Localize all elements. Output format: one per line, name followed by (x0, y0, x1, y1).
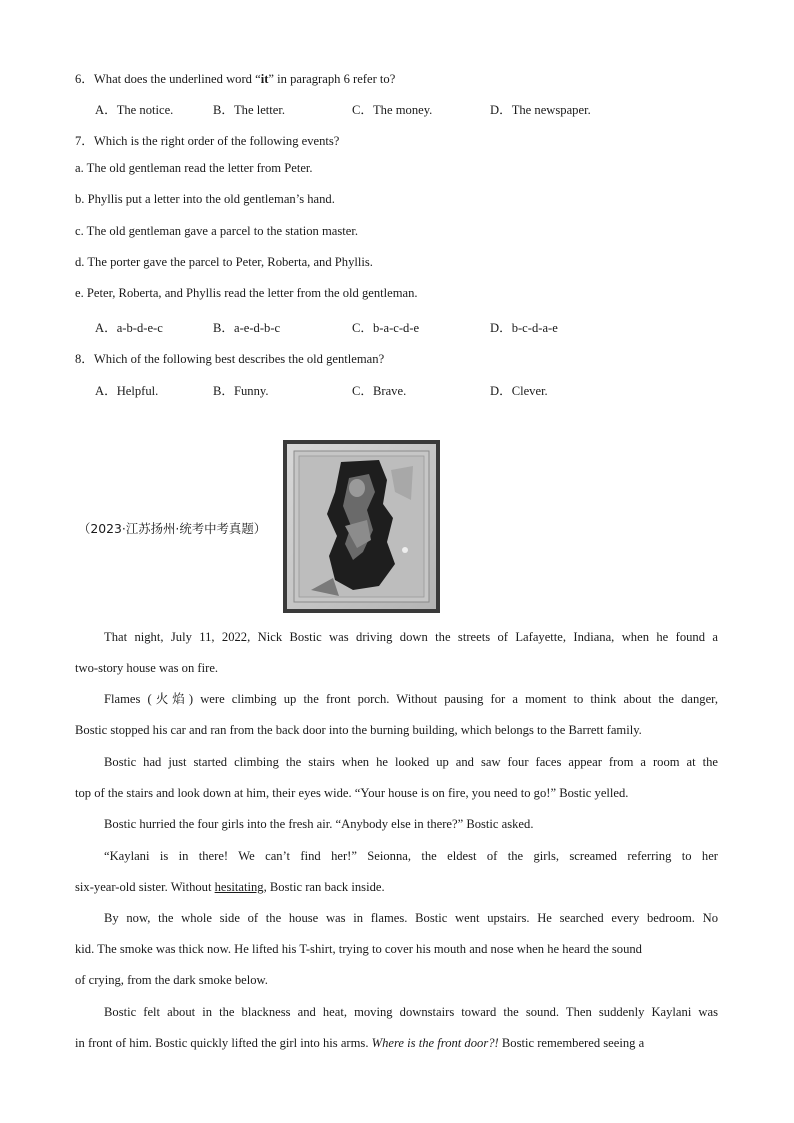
question-7-stem: 7．Which is the right order of the following events? (75, 134, 340, 148)
option-a: A．Helpful. (95, 384, 159, 398)
question-8-stem: 8．Which of the following best describes the old gentleman? (75, 352, 385, 366)
event-e: e. Peter, Roberta, and Phyllis read the letter from the old gentleman. (75, 286, 418, 300)
source-label: （2023·江苏扬州·统考中考真题） (78, 521, 267, 536)
option-b: B．The letter. (213, 103, 286, 117)
option-c: C．b-a-c-d-e (352, 321, 420, 335)
option-b: B．a-e-d-b-c (213, 321, 281, 335)
passage-paragraph-4: Bostic hurried the four girls into the fresh air. “Anybody else in there?” Bostic asked. (104, 817, 534, 831)
underlined-word-it: it (260, 72, 269, 86)
passage-paragraph-7: Bostic felt about in the blackness and heat, moving downstairs toward the sound. Then suddenly Kaylani was in front of him. Bostic quickly lifted the girl into his arms. Where is the front door?! Bostic remembered seeing a (75, 1005, 718, 1050)
option-d: D．b-c-d-a-e (490, 321, 558, 335)
event-a: a. The old gentleman read the letter from Peter. (75, 161, 313, 175)
event-b: b. Phyllis put a letter into the old gentleman’s hand. (75, 192, 335, 206)
question-6-stem: 6．What does the underlined word “it” in paragraph 6 refer to? (75, 72, 396, 86)
option-d: D．The newspaper. (490, 103, 591, 117)
event-c: c. The old gentleman gave a parcel to the station master. (75, 224, 359, 238)
option-c: C．The money. (352, 103, 433, 117)
passage-paragraph-3: Bostic had just started climbing the stairs when he looked up and saw four faces appear from a room at the top of the stairs and look down at him, their eyes wide. “Your house is on fire, you need to go!” Bostic yelled. (75, 755, 718, 800)
passage-paragraph-2: Flames (火焰) were climbing up the front porch. Without pausing for a moment to think about the danger, Bostic stopped his car and ran from the back door into the burning building, which belongs to the Barrett family. (75, 692, 718, 737)
option-c: C．Brave. (352, 384, 407, 398)
event-d: d. The porter gave the parcel to Peter, Roberta, and Phyllis. (75, 255, 373, 269)
option-b: B．Funny. (213, 384, 269, 398)
passage-paragraph-1: That night, July 11, 2022, Nick Bostic was driving down the streets of Lafayette, Indiana, when he found a two-story house was on fire. (75, 630, 718, 675)
framed-photo-icon (283, 440, 440, 613)
passage-paragraph-5: “Kaylani is in there! We can’t find her!” Seionna, the eldest of the girls, screamed referring to her six-year-old sister. Without hesitating, Bostic ran back inside. (75, 849, 718, 894)
option-d: D．Clever. (490, 384, 548, 398)
underlined-word-hesitating: hesitating (214, 880, 264, 894)
italic-thought: Where is the front door?! (371, 1036, 499, 1050)
passage-paragraph-6: By now, the whole side of the house was in flames. Bostic went upstairs. He searched every bedroom. No kid. The smoke was thick now. He lifted his T-shirt, trying to cover his mouth and nose when he heard the sound of crying, from the dark smoke below. (75, 911, 718, 987)
option-a: A．The notice. (95, 103, 174, 117)
option-a: A．a-b-d-e-c (95, 321, 163, 335)
